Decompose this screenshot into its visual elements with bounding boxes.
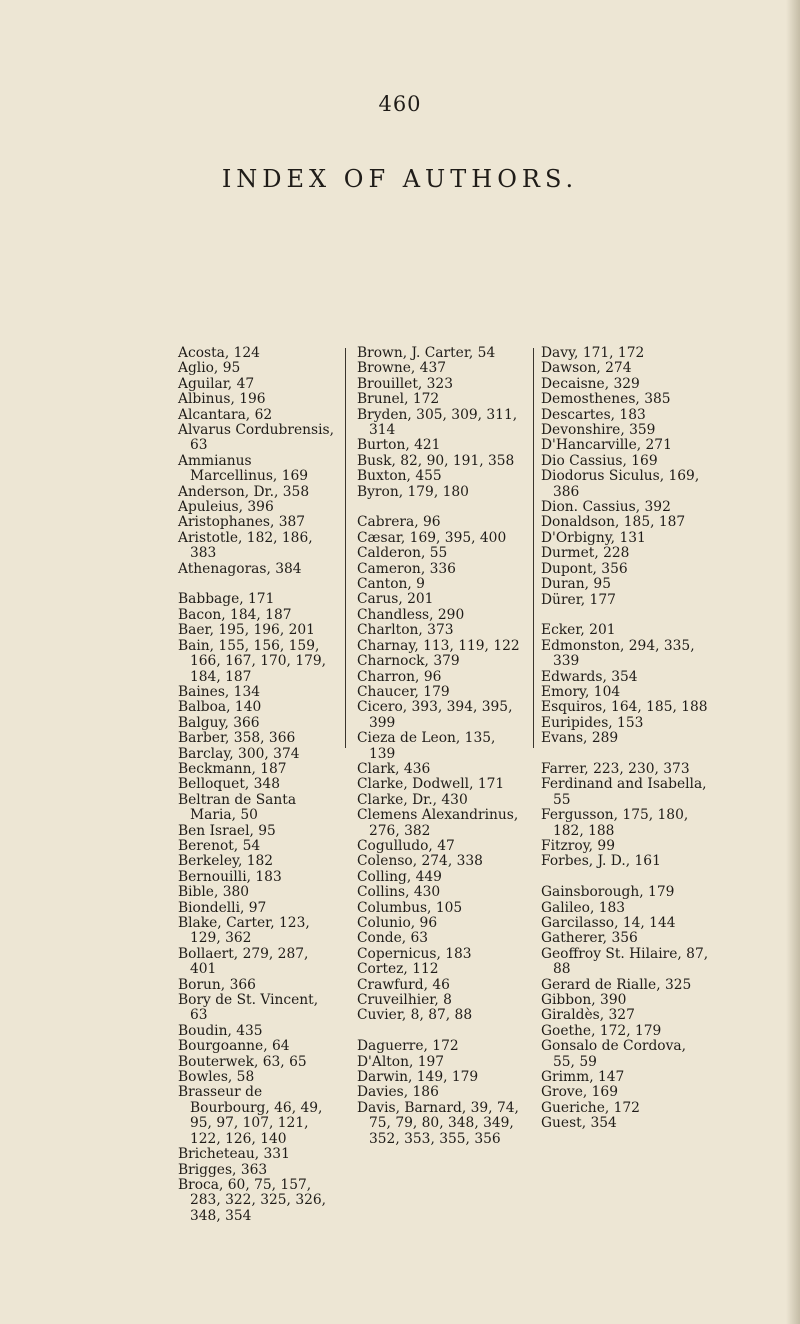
- index-entry: Chandless, 290: [357, 606, 465, 623]
- index-entry: Dürer, 177: [541, 591, 616, 608]
- index-entry: Colunio, 96: [357, 915, 438, 932]
- index-entry: Edmonston, 294, 335, 339: [541, 637, 695, 670]
- index-entry: Emory, 104: [541, 683, 621, 700]
- index-entry: Daguerre, 172: [357, 1038, 459, 1055]
- index-entry: Cæsar, 169, 395, 400: [357, 529, 507, 546]
- index-entry: Cabrera, 96: [357, 514, 441, 531]
- index-entry: Gerard de Rialle, 325: [541, 976, 692, 993]
- index-entry: Collins, 430: [357, 884, 441, 901]
- index-entry: Aristotle, 182, 186, 383: [178, 529, 313, 562]
- index-entry: Durmet, 228: [541, 545, 630, 562]
- index-entry: Grove, 169: [541, 1084, 618, 1101]
- index-entry: Burton, 421: [357, 437, 441, 454]
- index-entry: Brasseur de Bourbourg, 46, 49, 95, 97, 107, 121, 122, 126, 140: [178, 1084, 323, 1147]
- index-entry: Charnay, 113, 119, 122: [357, 637, 520, 654]
- index-entry: Brigges, 363: [178, 1161, 268, 1178]
- index-entry: Galileo, 183: [541, 899, 626, 916]
- index-entry: Cogulludo, 47: [357, 837, 455, 854]
- index-entry: Alcantara, 62: [178, 406, 273, 423]
- index-entry: Evans, 289: [541, 730, 619, 747]
- index-entry: Cuvier, 8, 87, 88: [357, 1007, 473, 1024]
- index-entry: Demosthenes, 385: [541, 391, 671, 408]
- index-entry: Esquiros, 164, 185, 188: [541, 699, 708, 716]
- index-entry: Bowles, 58: [178, 1069, 255, 1086]
- index-entry: Charlton, 373: [357, 622, 454, 639]
- index-entry: Brouillet, 323: [357, 375, 453, 392]
- column-divider: [533, 348, 534, 748]
- index-entry: Colenso, 274, 338: [357, 853, 483, 870]
- index-entry: Aristophanes, 387: [178, 514, 306, 531]
- index-entry: Acosta, 124: [178, 345, 260, 361]
- index-entry: Biondelli, 97: [178, 899, 267, 916]
- page-edge-shadow: [786, 0, 800, 1324]
- index-entry: Geoffroy St. Hilaire, 87, 88: [541, 945, 709, 978]
- index-entry: Busk, 82, 90, 191, 358: [357, 452, 515, 469]
- index-entry: Barclay, 300, 374: [178, 745, 300, 762]
- index-entry: Diodorus Siculus, 169, 386: [541, 468, 700, 500]
- index-entry: Balboa, 140: [178, 699, 262, 716]
- index-column-1: [178, 346, 338, 1224]
- index-entry: Conde, 63: [357, 930, 429, 947]
- index-entry: Copernicus, 183: [357, 945, 472, 962]
- index-entry: Dio Cassius, 169: [541, 452, 658, 469]
- index-entry: Beckmann, 187: [178, 760, 287, 777]
- index-entry: Bryden, 305, 309, 311, 314: [357, 406, 518, 439]
- index-entry: Davis, Barnard, 39, 74, 75, 79, 80, 348, 349, 352, 353, 355, 356: [357, 1099, 519, 1147]
- index-entry: Fitzroy, 99: [541, 837, 615, 854]
- index-entry: Aguilar, 47: [178, 375, 255, 392]
- index-entry: Ecker, 201: [541, 622, 616, 639]
- index-entry: Forbes, J. D., 161: [541, 853, 661, 870]
- index-entry: Donaldson, 185, 187: [541, 514, 686, 531]
- index-entry: Blake, Carter, 123, 129, 362: [178, 915, 310, 947]
- index-entry: Decaisne, 329: [541, 375, 640, 392]
- index-entry: Alvarus Cordubrensis, 63: [178, 422, 334, 454]
- index-entry: D'Hancarville, 271: [541, 437, 672, 454]
- index-entry: Euripides, 153: [541, 714, 644, 731]
- index-entry: Gibbon, 390: [541, 992, 627, 1009]
- index-entry: Brunel, 172: [357, 391, 440, 408]
- index-entry: Giraldès, 327: [541, 1007, 635, 1024]
- index-letter-group: [178, 592, 338, 1224]
- index-entry: Crawfurd, 46: [357, 976, 450, 993]
- index-entry: Clemens Alexandrinus, 276, 382: [357, 807, 519, 839]
- index-entry: Charnock, 379: [357, 653, 460, 670]
- index-entry: Ben Israel, 95: [178, 822, 276, 839]
- index-entry: Grimm, 147: [541, 1069, 625, 1086]
- index-entry: Boudin, 435: [178, 1022, 263, 1039]
- index-entry: Belloquet, 348: [178, 776, 280, 793]
- index-column-3: [541, 346, 711, 1132]
- index-entry: Browne, 437: [357, 360, 447, 377]
- index-entry: Farrer, 223, 230, 373: [541, 760, 690, 777]
- column-divider: [345, 348, 346, 748]
- index-entry: Colling, 449: [357, 868, 442, 885]
- index-entry: Bricheteau, 331: [178, 1146, 290, 1163]
- index-entry: Bollaert, 279, 287, 401: [178, 945, 309, 978]
- index-entry: Berkeley, 182: [178, 853, 274, 870]
- index-entry: Barber, 358, 366: [178, 730, 296, 747]
- index-entry: Bacon, 184, 187: [178, 606, 292, 623]
- index-letter-group: [541, 762, 711, 870]
- index-entry: Gueriche, 172: [541, 1099, 640, 1116]
- index-entry: Buxton, 455: [357, 468, 442, 485]
- index-entry: Darwin, 149, 179: [357, 1069, 479, 1086]
- index-entry: Bernouilli, 183: [178, 868, 282, 885]
- index-entry: D'Alton, 197: [357, 1053, 445, 1070]
- index-entry: Dion. Cassius, 392: [541, 499, 671, 516]
- index-entry: Babbage, 171: [178, 591, 275, 608]
- index-entry: Bory de St. Vincent, 63: [178, 992, 319, 1024]
- index-entry: Berenot, 54: [178, 837, 261, 854]
- index-entry: Athenagoras, 384: [178, 560, 302, 577]
- index-entry: Balguy, 366: [178, 714, 260, 731]
- index-entry: Fergusson, 175, 180, 182, 188: [541, 807, 689, 839]
- index-entry: D'Orbigny, 131: [541, 529, 646, 546]
- index-entry: Baines, 134: [178, 683, 261, 700]
- index-entry: Descartes, 183: [541, 406, 646, 423]
- index-letter-group: [178, 346, 338, 577]
- index-entry: Bourgoanne, 64: [178, 1038, 290, 1055]
- index-entry: Gatherer, 356: [541, 930, 638, 947]
- index-entry: Bible, 380: [178, 884, 250, 901]
- index-entry: Dawson, 274: [541, 360, 632, 377]
- page-title: INDEX OF AUTHORS.: [221, 165, 579, 193]
- index-entry: Gonsalo de Cordova, 55, 59: [541, 1038, 687, 1070]
- index-entry: Broca, 60, 75, 157, 283, 322, 325, 326, 348, 354: [178, 1176, 327, 1224]
- index-entry: Duran, 95: [541, 576, 611, 593]
- index-entry: Bain, 155, 156, 159, 166, 167, 170, 179, 184, 187: [178, 637, 327, 685]
- index-entry: Gainsborough, 179: [541, 884, 675, 901]
- index-entry: Edwards, 354: [541, 668, 638, 685]
- index-entry: Beltran de Santa Maria, 50: [178, 791, 297, 824]
- index-entry: Chaucer, 179: [357, 683, 450, 700]
- index-entry: Baer, 195, 196, 201: [178, 622, 315, 639]
- index-entry: Cieza de Leon, 135, 139: [357, 730, 496, 762]
- index-entry: Clarke, Dr., 430: [357, 791, 468, 808]
- index-entry: Anderson, Dr., 358: [178, 483, 310, 500]
- index-entry: Devonshire, 359: [541, 422, 656, 439]
- index-entry: Canton, 9: [357, 576, 425, 593]
- index-entry: Apuleius, 396: [178, 499, 274, 516]
- index-entry: Clark, 436: [357, 760, 431, 777]
- index-entry: Bouterwek, 63, 65: [178, 1053, 307, 1070]
- index-entry: Davies, 186: [357, 1084, 439, 1101]
- index-entry: Brown, J. Carter, 54: [357, 345, 496, 361]
- index-letter-group: [357, 346, 525, 500]
- index-letter-group: [541, 885, 711, 1132]
- index-entry: Albinus, 196: [178, 391, 266, 408]
- index-entry: Aglio, 95: [178, 360, 241, 377]
- index-entry: Cameron, 336: [357, 560, 456, 577]
- index-entry: Carus, 201: [357, 591, 434, 608]
- index-entry: Cruveilhier, 8: [357, 992, 452, 1009]
- index-entry: Guest, 354: [541, 1115, 617, 1132]
- index-entry: Ammianus Marcellinus, 169: [178, 452, 309, 485]
- index-letter-group: [357, 1039, 525, 1147]
- index-entry: Borun, 366: [178, 976, 256, 993]
- index-letter-group: [541, 346, 711, 608]
- index-entry: Dupont, 356: [541, 560, 628, 577]
- index-letter-group: [357, 515, 525, 1023]
- index-letter-group: [541, 623, 711, 746]
- page-number: 460: [378, 92, 422, 116]
- index-entry: Byron, 179, 180: [357, 483, 469, 500]
- index-entry: Cortez, 112: [357, 961, 439, 978]
- index-entry: Garcilasso, 14, 144: [541, 914, 676, 931]
- index-entry: Calderon, 55: [357, 545, 448, 562]
- index-entry: Goethe, 172, 179: [541, 1022, 662, 1039]
- index-entry: Clarke, Dodwell, 171: [357, 776, 505, 793]
- index-entry: Davy, 171, 172: [541, 345, 645, 361]
- index-entry: Charron, 96: [357, 668, 442, 685]
- index-column-2: [357, 346, 525, 1147]
- index-entry: Cicero, 393, 394, 395, 399: [357, 699, 513, 731]
- index-entry: Columbus, 105: [357, 899, 463, 916]
- index-entry: Ferdinand and Isabella, 55: [541, 776, 707, 808]
